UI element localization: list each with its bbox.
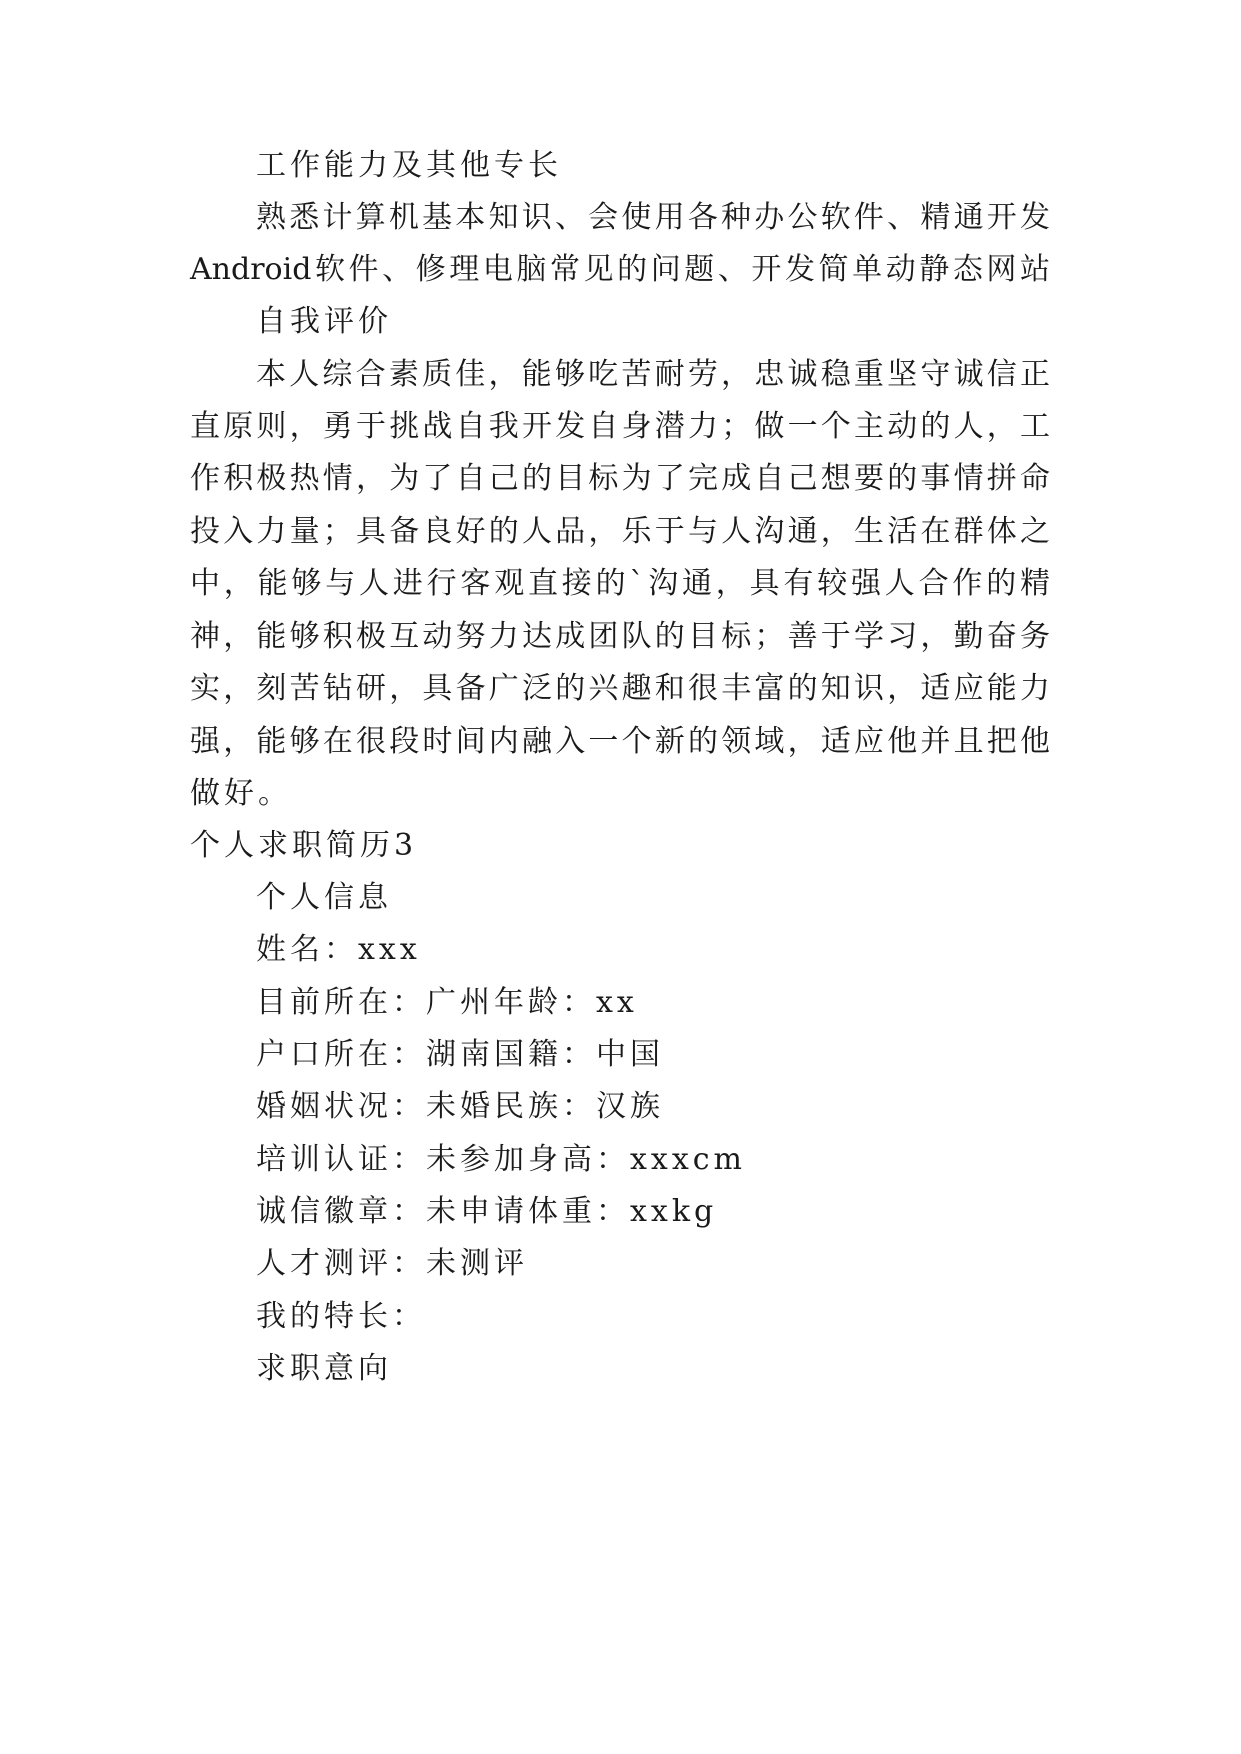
info-location-age: 目前所在：广州年龄：xx [256,985,638,1020]
section-heading-job-intention: 求职意向 [256,1351,392,1386]
skills-line-1: 熟悉计算机基本知识、会使用各种办公软件、精通开发 [256,200,1050,235]
info-badge-weight: 诚信徽章：未申请体重：xxkg [256,1194,718,1229]
info-hukou-nationality: 户口所在：湖南国籍：中国 [256,1037,664,1072]
self-evaluation-line-9: 做好。 [190,776,292,811]
self-evaluation-line-6: 神，能够积极互动努力达成团队的目标；善于学习，勤奋务 [190,619,1050,654]
info-specialties: 我的特长： [256,1299,426,1334]
info-assessment: 人才测评：未测评 [256,1246,528,1281]
info-name: 姓名：xxx [256,932,421,967]
self-evaluation-line-8: 强，能够在很段时间内融入一个新的领域，适应他并且把他 [190,724,1050,759]
section-heading-skills: 工作能力及其他专长 [256,148,562,183]
info-marital-ethnicity: 婚姻状况：未婚民族：汉族 [256,1089,664,1124]
self-evaluation-line-5: 中，能够与人进行客观直接的`沟通，具有较强人合作的精 [190,566,1050,601]
self-evaluation-line-3: 作积极热情，为了自己的目标为了完成自己想要的事情拼命 [190,461,1050,496]
info-training-height: 培训认证：未参加身高：xxxcm [256,1142,747,1177]
section-heading-personal-info: 个人信息 [256,880,392,915]
self-evaluation-line-7: 实，刻苦钻研，具备广泛的兴趣和很丰富的知识，适应能力 [190,671,1050,706]
skills-line-2: Android软件、修理电脑常见的问题、开发简单动静态网站 [190,252,1050,287]
self-evaluation-line-1: 本人综合素质佳，能够吃苦耐劳，忠诚稳重坚守诚信正 [256,357,1050,392]
self-evaluation-line-2: 直原则，勇于挑战自我开发自身潜力；做一个主动的人，工 [190,409,1050,444]
self-evaluation-line-4: 投入力量；具备良好的人品，乐于与人沟通，生活在群体之 [190,514,1050,549]
section-heading-self-evaluation: 自我评价 [256,304,392,339]
resume-title: 个人求职简历3 [190,828,418,863]
